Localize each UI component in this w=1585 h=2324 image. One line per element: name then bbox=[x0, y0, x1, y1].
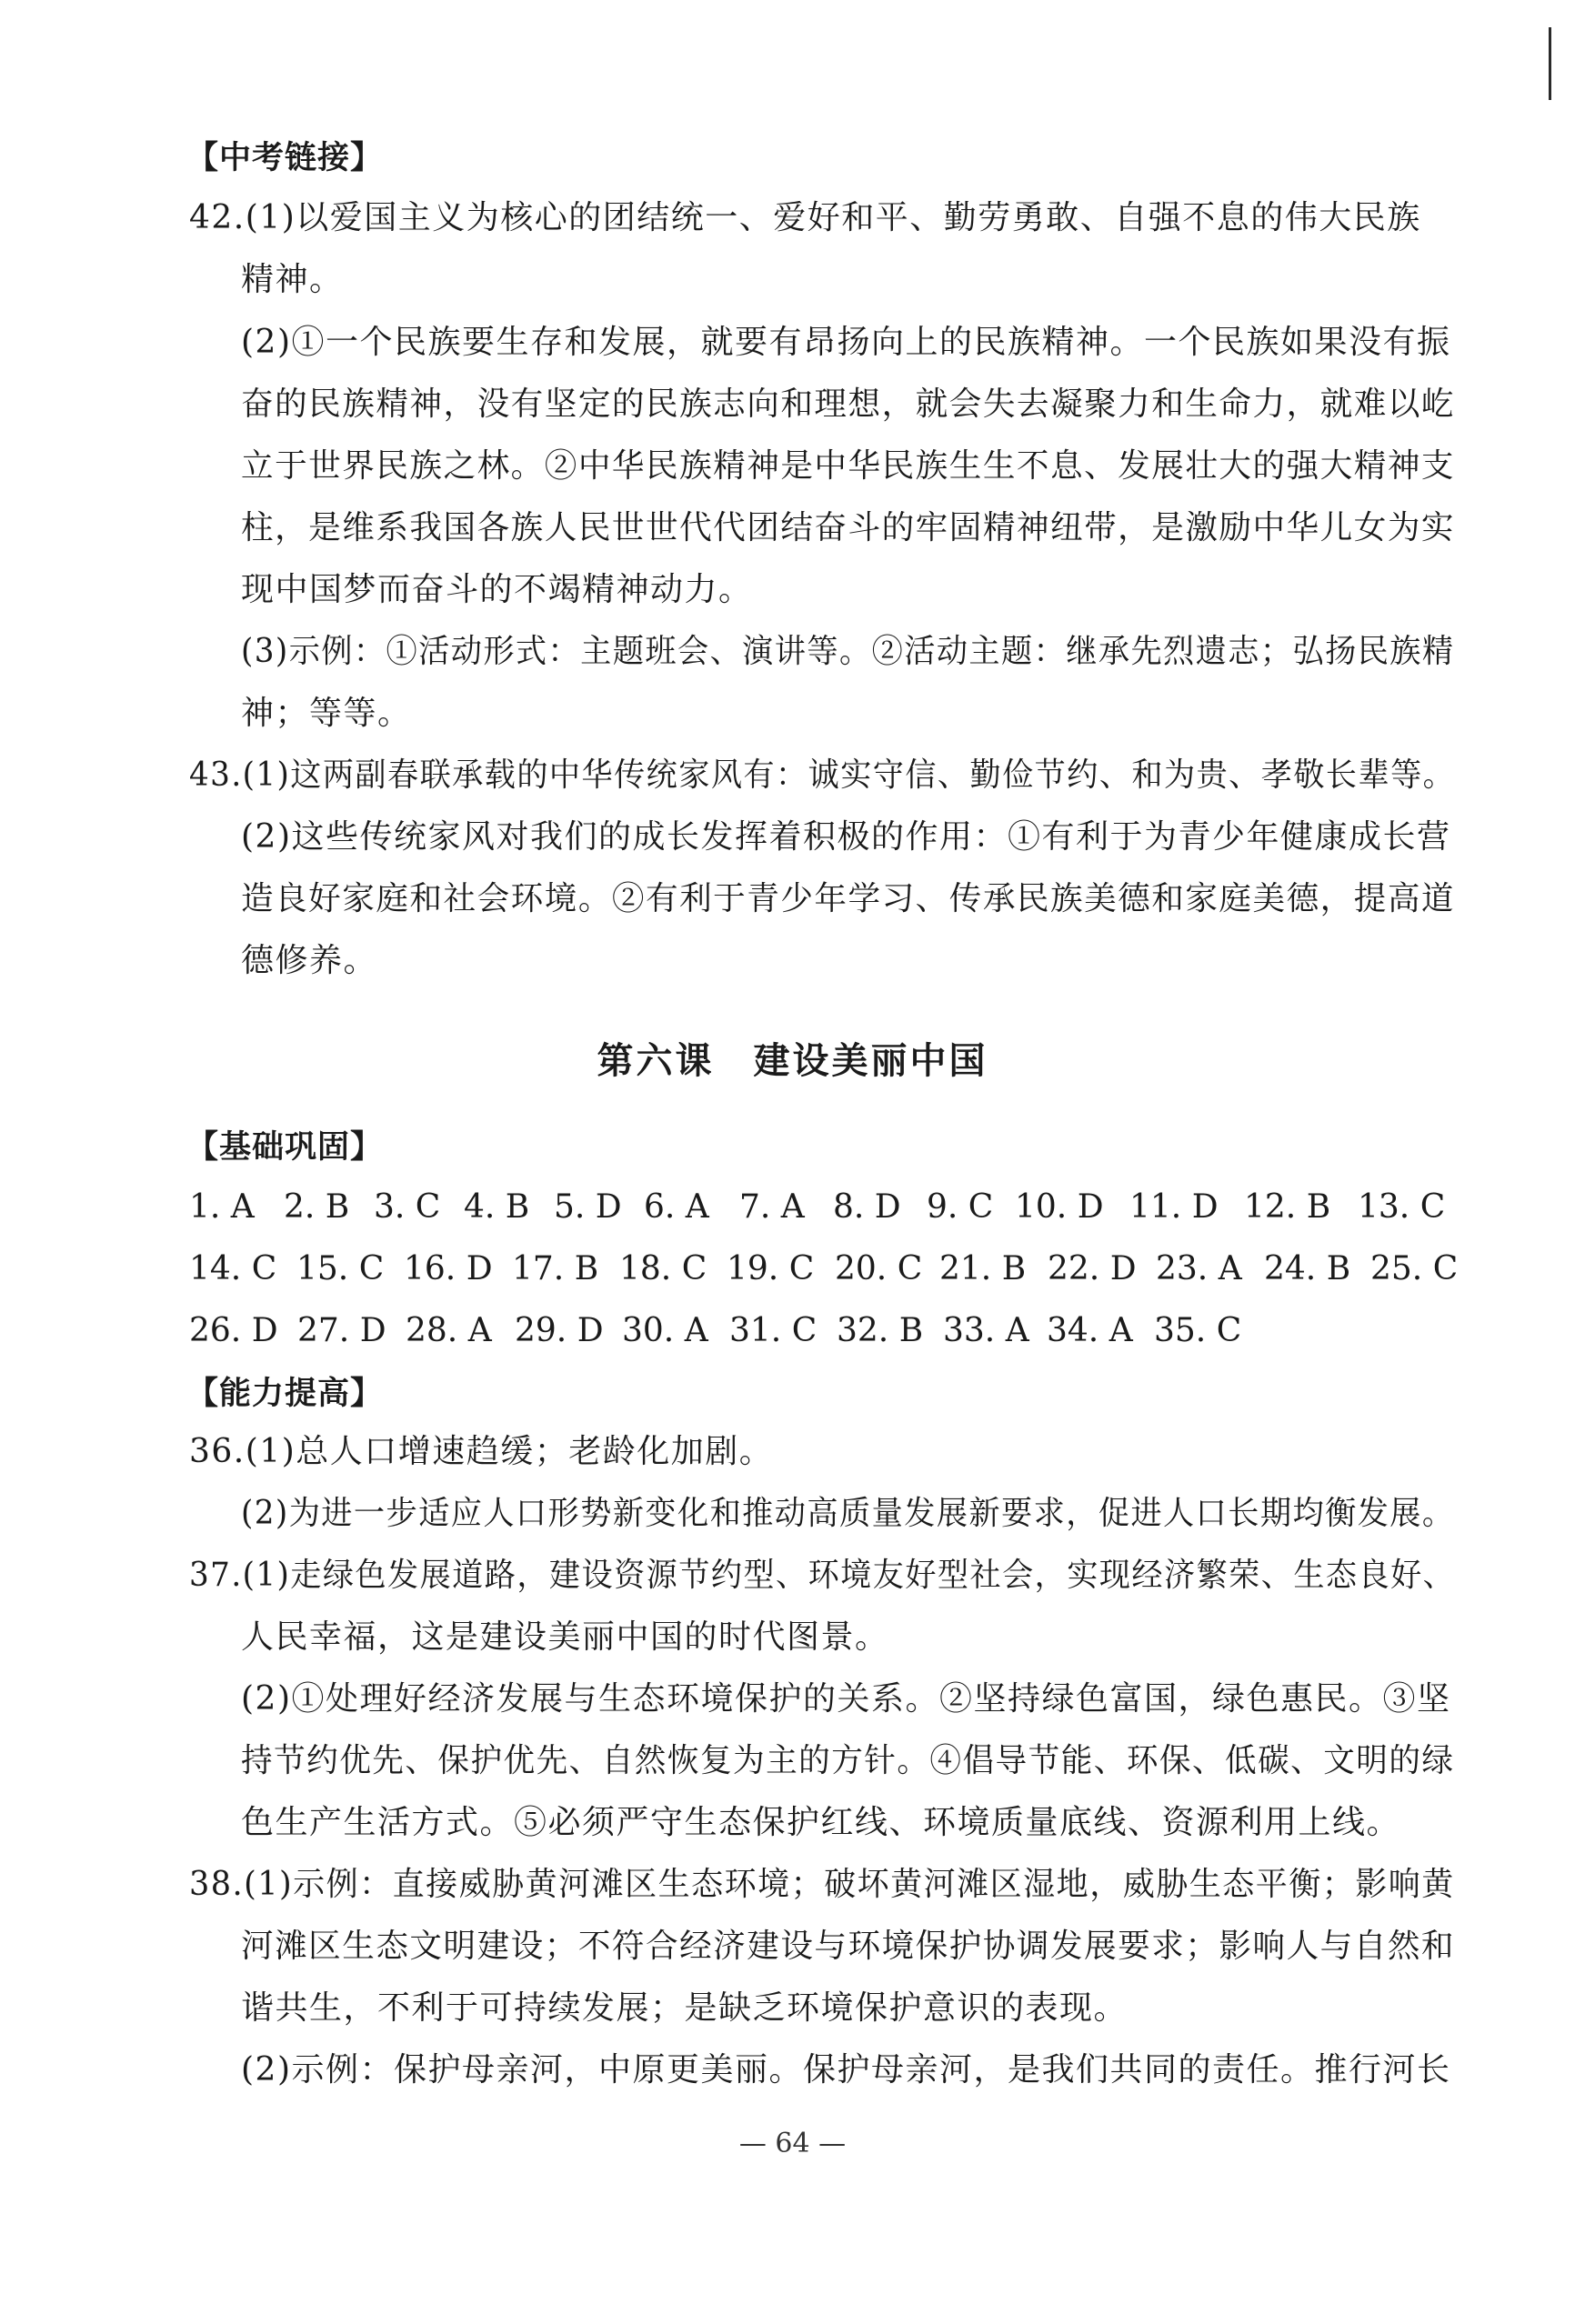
q43-part2-line1: (2)这些传统家风对我们的成长发挥着积极的作用：①有利于为青少年健康成长营 bbox=[241, 818, 1451, 856]
q36-part1-line1: 36.(1)总人口增速趋缓；老龄化加剧。 bbox=[189, 1433, 774, 1470]
q37-part2-line2: 持节约优先、保护优先、自然恢复为主的方针。④倡导节能、环保、低碳、文明的绿 bbox=[241, 1742, 1455, 1779]
mc-answer: 2. B bbox=[284, 1188, 350, 1226]
mc-answer: 15. C bbox=[296, 1250, 385, 1287]
mc-answer: 31. C bbox=[729, 1312, 818, 1349]
mc-answer: 8. D bbox=[833, 1188, 901, 1226]
mc-answers-row-2 bbox=[189, 1247, 1458, 1292]
q37-part2-line3: 色生产生活方式。⑤必须严守生态保护红线、环境质量底线、资源利用上线。 bbox=[241, 1804, 1401, 1841]
q42-part2-line3: 立于世界民族之林。②中华民族精神是中华民族生生不息、发展壮大的强大精神支 bbox=[241, 447, 1456, 485]
q42-part1-line1: 42.(1)以爱国主义为核心的团结统一、爱好和平、勤劳勇敢、自强不息的伟大民族 bbox=[189, 199, 1421, 236]
q38-part1-line1: 38.(1)示例：直接威胁黄河滩区生态环境；破坏黄河滩区湿地，威胁生态平衡；影响黄 bbox=[189, 1866, 1455, 1903]
mc-answer: 27. D bbox=[297, 1312, 386, 1349]
mc-answer: 16. D bbox=[404, 1250, 493, 1287]
q36-part2-line1: (2)为进一步适应人口形势新变化和推动高质量发展新要求，促进人口长期均衡发展。 bbox=[241, 1495, 1455, 1532]
q38-part2-line1: (2)示例：保护母亲河，中原更美丽。保护母亲河，是我们共同的责任。推行河长 bbox=[241, 2051, 1451, 2089]
mc-answer: 10. D bbox=[1015, 1188, 1104, 1226]
lesson-title: 第六课 建设美丽中国 bbox=[597, 1040, 988, 1082]
mc-answer: 26. D bbox=[189, 1312, 278, 1349]
mc-answer: 7. A bbox=[739, 1188, 805, 1226]
mc-answer: 28. A bbox=[406, 1312, 492, 1349]
q38-part1-line3: 谐共生，不利于可持续发展；是缺乏环境保护意识的表现。 bbox=[241, 1989, 1129, 2027]
mc-answer: 18. C bbox=[619, 1250, 707, 1287]
mc-answer: 34. A bbox=[1047, 1312, 1133, 1349]
q37-part1-line1: 37.(1)走绿色发展道路，建设资源节约型、环境友好型社会，实现经济繁荣、生态良好、 bbox=[189, 1557, 1456, 1594]
section-nengli-tigao: 【能力提高】 bbox=[186, 1376, 384, 1412]
mc-answer: 22. D bbox=[1048, 1250, 1137, 1287]
mc-answer: 25. C bbox=[1370, 1250, 1459, 1287]
mc-answer: 20. C bbox=[835, 1250, 923, 1287]
q42-part3-line2: 神；等等。 bbox=[241, 695, 412, 732]
mc-answer: 24. B bbox=[1264, 1250, 1351, 1287]
q37-part1-line2: 人民幸福，这是建设美丽中国的时代图景。 bbox=[241, 1618, 889, 1656]
mc-answer: 9. C bbox=[927, 1188, 994, 1226]
mc-answer: 19. C bbox=[727, 1250, 815, 1287]
q42-part2-line4: 柱，是维系我国各族人民世世代代团结奋斗的牢固精神纽带，是激励中华儿女为实 bbox=[241, 509, 1456, 546]
mc-answer: 3. C bbox=[374, 1188, 441, 1226]
mc-answer: 23. A bbox=[1156, 1250, 1242, 1287]
mc-answer: 17. B bbox=[512, 1250, 599, 1287]
mc-answer: 4. B bbox=[464, 1188, 530, 1226]
mc-answer: 35. C bbox=[1154, 1312, 1242, 1349]
q42-part2-line1: (2)①一个民族要生存和发展，就要有昂扬向上的民族精神。一个民族如果没有振 bbox=[241, 324, 1451, 361]
q43-part1-line1: 43.(1)这两副春联承载的中华传统家风有：诚实守信、勤俭节约、和为贵、孝敬长辈等。 bbox=[189, 756, 1456, 794]
q42-part2-line5: 现中国梦而奋斗的不竭精神动力。 bbox=[241, 571, 753, 608]
mc-answer: 33. A bbox=[943, 1312, 1029, 1349]
q42-part2-line2: 奋的民族精神，没有坚定的民族志向和理想，就会失去凝聚力和生命力，就难以屹 bbox=[241, 386, 1456, 423]
mc-answer: 13. C bbox=[1358, 1188, 1446, 1226]
mc-answer: 12. B bbox=[1244, 1188, 1331, 1226]
mc-answer: 21. B bbox=[939, 1250, 1027, 1287]
q42-part1-line2: 精神。 bbox=[241, 261, 344, 298]
mc-answers-row-3 bbox=[189, 1308, 1241, 1354]
page-number: — 64 — bbox=[738, 2128, 847, 2159]
mc-answer: 6. A bbox=[644, 1188, 709, 1226]
section-jichu-gonggu: 【基础巩固】 bbox=[186, 1129, 384, 1166]
mc-answer: 30. A bbox=[622, 1312, 708, 1349]
mc-answer: 11. D bbox=[1129, 1188, 1219, 1226]
section-zhongkao-link: 【中考链接】 bbox=[186, 140, 384, 176]
mc-answer: 1. A bbox=[189, 1188, 255, 1226]
q43-part2-line3: 德修养。 bbox=[241, 942, 378, 979]
mc-answers-row-1 bbox=[189, 1185, 1445, 1230]
mc-answer: 32. B bbox=[837, 1312, 924, 1349]
q37-part2-line1: (2)①处理好经济发展与生态环境保护的关系。②坚持绿色富国，绿色惠民。③坚 bbox=[241, 1680, 1451, 1718]
q43-part2-line2: 造良好家庭和社会环境。②有利于青少年学习、传承民族美德和家庭美德，提高道 bbox=[241, 880, 1456, 917]
mc-answer: 29. D bbox=[515, 1312, 604, 1349]
page-edge-mark bbox=[1549, 27, 1551, 100]
q42-part3-line1: (3)示例：①活动形式：主题班会、演讲等。②活动主题：继承先烈遗志；弘扬民族精 bbox=[241, 633, 1455, 670]
mc-answer: 14. C bbox=[189, 1250, 277, 1287]
q38-part1-line2: 河滩区生态文明建设；不符合经济建设与环境保护协调发展要求；影响人与自然和 bbox=[241, 1928, 1456, 1965]
mc-answer: 5. D bbox=[554, 1188, 622, 1226]
